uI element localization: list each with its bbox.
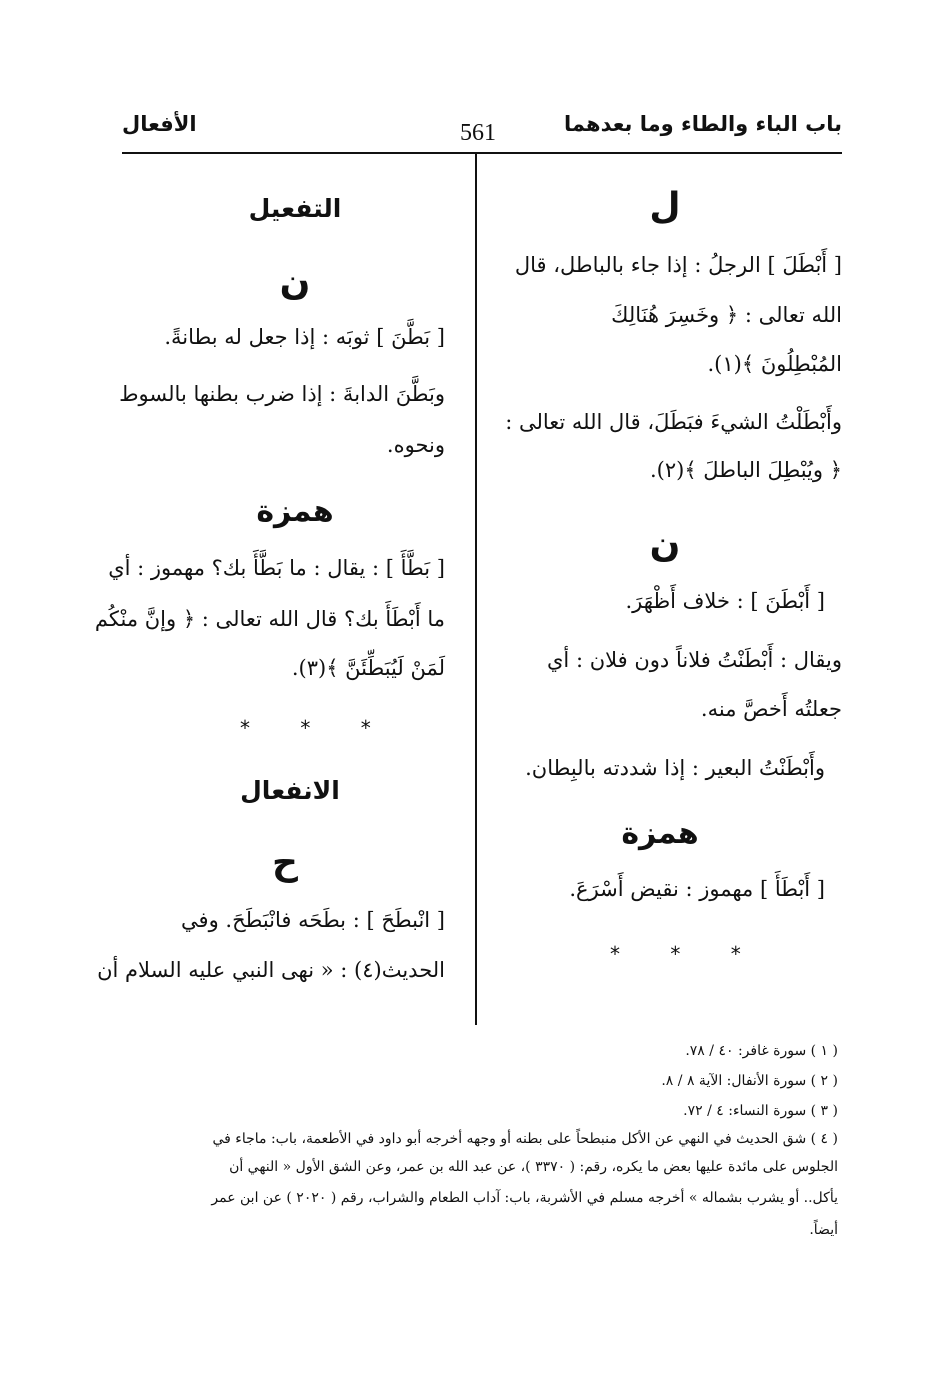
left-ha-line-2: الحديث(٤) : « نهى النبي عليه السلام أن — [97, 958, 445, 982]
footnote-1: ( ١ ) سورة غافر: ٤٠ / ٧٨. — [685, 1043, 838, 1059]
left-nun-line-2: وبَطَّنَ الدابةَ : إذا ضرب بطنها بالسوط — [119, 382, 445, 406]
left-hamza-line-2: ما أَبْطَأَ بك؟ قال الله تعالى : ﴿ وإنَّ منْكُم — [94, 607, 445, 631]
left-hamza-line-1: [ بَطَّأَ ] : يقال : ما بَطَّأَ بك؟ مهموز : أي — [108, 556, 445, 580]
right-lam-line-2: الله تعالى : ﴿ وخَسِرَ هُنَالِكَ — [611, 303, 842, 327]
header-rule — [122, 152, 842, 154]
section-divider-stars-left: * * * — [240, 716, 393, 740]
page-number: 561 — [460, 120, 496, 146]
footnote-4-line-4: أيضاً. — [809, 1222, 838, 1238]
left-nun-line-1: [ بَطَّنَ ] ثوبَه : إذا جعل له بطانةً. — [164, 325, 445, 349]
heading-ha: ح — [272, 842, 298, 883]
right-lam-line-3: المُبْطِلُونَ ﴾(١). — [707, 352, 842, 376]
right-nun-line-1: [ أَبْطَنَ ] : خلاف أَظْهَرَ. — [625, 589, 825, 613]
right-lam-line-4: وأَبْطَلْتُ الشيءَ فبَطَلَ، قال الله تعالى : — [505, 410, 842, 434]
heading-nun-right: ن — [649, 524, 681, 565]
running-head-right: باب الباء والطاء وما بعدهما — [564, 112, 842, 136]
running-head-left: الأفعال — [122, 112, 197, 136]
heading-nun-left: ن — [279, 262, 311, 303]
left-ha-line-1: [ انْبطَحَ ] : بطَحَه فانْبَطَحَ. وفي — [181, 908, 445, 932]
column-divider — [475, 153, 477, 1025]
heading-tafeel: التفعيل — [248, 194, 342, 223]
right-nun-line-3: جعلتُه أَخصَّ منه. — [700, 697, 842, 721]
heading-hamza-left: همزة — [256, 494, 334, 529]
section-divider-stars-right: * * * — [610, 942, 763, 966]
footnote-4-line-1: ( ٤ ) شق الحديث في النهي عن الأكل منبطحاً على بطنه أو وجهه أخرجه أبو داود في الأطعمة، باب: ماجاء في — [212, 1131, 838, 1147]
right-nun-line-2: ويقال : أَبْطَنْتُ فلاناً دون فلان : أي — [547, 648, 842, 672]
right-nun-line-4: وأَبْطَنْتُ البعير : إذا شددته بالبِطان. — [525, 756, 825, 780]
right-lam-line-5: ﴿ ويُبْطِلَ الباطلَ ﴾(٢). — [649, 458, 842, 482]
footnote-3: ( ٣ ) سورة النساء: ٤ / ٧٢. — [683, 1103, 838, 1119]
right-lam-line-1: [ أَبْطَلَ ] الرجلُ : إذا جاء بالباطل، قال — [514, 253, 842, 277]
heading-hamza-right: همزة — [621, 816, 699, 851]
heading-lam: ل — [649, 186, 681, 227]
right-hamza-line-1: [ أَبْطَأَ ] مهموز : نقيض أَسْرَعَ. — [569, 877, 825, 901]
footnote-4-line-2: الجلوس على مائدة عليها بعض ما يكره، رقم: ( ٣٣٧٠ )، عن عبد الله بن عمر، وعن الشق الأول « النهي أن — [229, 1159, 838, 1175]
left-hamza-line-3: لَمَنْ لَيُبَطِّئَنَّ ﴾(٣). — [291, 656, 445, 680]
footnote-2: ( ٢ ) سورة الأنفال: الآية ٨ / ٨. — [661, 1073, 838, 1089]
footnote-4-line-3: يأكل.. أو يشرب بشماله » أخرجه مسلم في الأشربة، باب: آداب الطعام والشراب، رقم ( ٢٠٢٠ ) عن ابن عمر — [211, 1190, 838, 1206]
left-nun-line-3: ونحوه. — [386, 433, 445, 457]
heading-infiaal: الانفعال — [240, 776, 340, 805]
